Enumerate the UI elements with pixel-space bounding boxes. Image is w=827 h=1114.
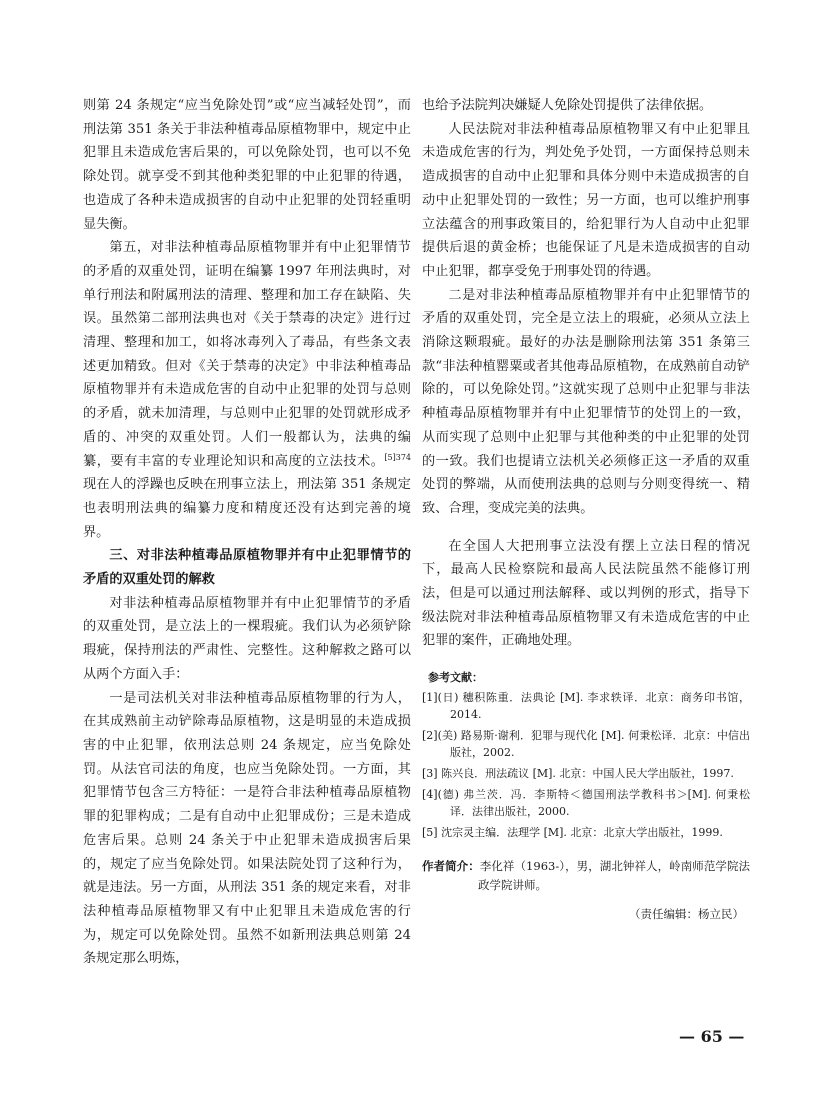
paragraph — [83, 236, 411, 544]
references-title: 参考文献： — [428, 671, 483, 685]
reference-item: [1](日) 穗积陈重．法典论 [M]. 李求轶译．北京：商务印书馆，2014. — [422, 691, 750, 722]
author-text: 李化祥（1963-），男，湖北钟祥人，岭南师范学院法政学院讲师。 — [478, 859, 750, 893]
paragraph-text: 现在人的浮躁也反映在刑事立法上，刑法第 351 条规定也表明刑法典的编纂力度和精度还没有达到完善的境界。 — [83, 477, 411, 540]
paragraph: 在全国人大把刑事立法没有摆上立法日程的情况下，最高人民检察院和最高人民法院虽然不能修订刑法，但是可以通过刑法解释、或以判例的形式，指导下级法院对非法种植毒品原植物罪又有未造成危害的中止犯罪的案件，正确地处理。 — [422, 538, 750, 649]
section-heading: 三、对非法种植毒品原植物罪并有中止犯罪情节的矛盾的双重处罚的解救 — [83, 548, 411, 588]
editor-note: （责任编辑：杨立民） — [629, 907, 744, 922]
paragraph: 也给予法院判决嫌疑人免除处罚提供了法律依据。 — [422, 98, 713, 113]
paragraph: 二是对非法种植毒品原植物罪并有中止犯罪情节的矛盾的双重处罚，完全是立法上的瑕疵，必须从立法上消除这颗瑕疵。最好的办法是删除刑法第 351 条第三款“非法种植罂粟或者其他毒品原植物，在成熟前自动铲除的，可以免除处罚。”这就实现了总则中止犯罪与非法种植毒品原植物罪并有中止犯罪情节的处罚上的一致，从而实现了总则中止犯罪与其他种类的中止犯罪的处罚的一致。我们也提请立法机关必须修正这一矛盾的双重处罚的弊端，从而使刑法典的总则与分则变得统一、精致、合理，变成完美的法典。 — [422, 287, 750, 516]
page-number: — 65 — — [679, 1027, 745, 1046]
right-column — [422, 94, 750, 927]
left-column — [83, 94, 411, 971]
reference-item: [4](德) 弗兰茨．冯．李斯特＜德国刑法学教科书＞[M]. 何秉松译．法律出版社，2000. — [422, 788, 750, 819]
paragraph: 对非法种植毒品原植物罪并有中止犯罪情节的矛盾的双重处罚，是立法上的一棵瑕疵。我们认为必须铲除瑕疵，保持刑法的严肃性、完整性。这种解救之路可以从两个方面入手： — [83, 595, 411, 682]
reference-item: [3] 陈兴良．刑法疏议 [M]. 北京：中国人民大学出版社，1997. — [422, 767, 734, 781]
references — [422, 669, 750, 841]
paragraph: 则第 24 条规定“应当免除处罚”或“应当减轻处罚”，而刑法第 351 条关于非法种植毒品原植物罪中，规定中止犯罪且未造成危害后果的，可以免除处罚，也可以不免除处罚。就享受不到其他种类犯罪的中止犯罪的待遇，也造成了各种未造成损害的自动中止犯罪的处罚轻重明显失衡。 — [83, 98, 411, 232]
citation-marker: [5]374 — [384, 452, 411, 462]
reference-item: [5] 沈宗灵主编．法理学 [M]. 北京：北京大学出版社，1999. — [422, 826, 723, 840]
reference-item: [2](美) 路易斯·谢利．犯罪与现代化 [M]. 何秉松译．北京：中信出版社，2002. — [422, 729, 750, 760]
paragraph: 一是司法机关对非法种植毒品原植物罪的行为人，在其成熟前主动铲除毒品原植物，这是明显的未造成损害的中止犯罪，依刑法总则 24 条规定，应当免除处罚。从法官司法的角度，也应当免除处罚。一方面，其犯罪情节包含三方特征：一是符合非法种植毒品原植物罪的犯罪构成；二是有自动中止犯罪成份；三是未造成危害后果。总则 24 条关于中止犯罪未造成损害后果的，规定了应当免除处罚。如果法院处罚了这种行为，就是违法。另一方面，从刑法 351 条的规定来看，对非法种植毒品原植物罪又有中止犯罪且未造成危害的行为，规定可以免除处罚。虽然不如新刑法典总则第 24 条规定那么明炼， — [83, 690, 411, 967]
paragraph: 人民法院对非法种植毒品原植物罪又有中止犯罪且未造成危害的行为，判处免予处罚，一方面保持总则未造成损害的自动中止犯罪和具体分则中未造成损害的自动中止犯罪处罚的一致性；另一方面，也可以维护刑事立法蕴含的刑事政策目的，给犯罪行为人自动中止犯罪提供后退的黄金桥；也能保证了凡是未造成损害的自动中止犯罪，都享受免于刑事处罚的待遇。 — [422, 121, 750, 279]
author-label: 作者简介： — [422, 859, 480, 874]
paragraph-text: 第五，对非法种植毒品原植物罪并有中止犯罪情节的矛盾的双重处罚，证明在编纂 1997 年刑法典时，对单行刑法和附属刑法的清理、整理和加工存在缺陷、失误。虽然第二部刑法典也对《关于禁毒的决定》进行过清理、整理和加工，如将冰毒列入了毒品，有些条文表述更加精致。但对《关于禁毒的决定》中非法种植毒品原植物罪并有未造成危害的自动中止犯罪的处罚与总则的矛盾，就未加清理，与总则中止犯罪的处罚就形成矛盾的、冲突的双重处罚。人们一般都认为，法典的编纂，要有丰富的专业理论知识和高度的立法技术。 — [83, 240, 411, 469]
author-bio — [422, 857, 750, 895]
